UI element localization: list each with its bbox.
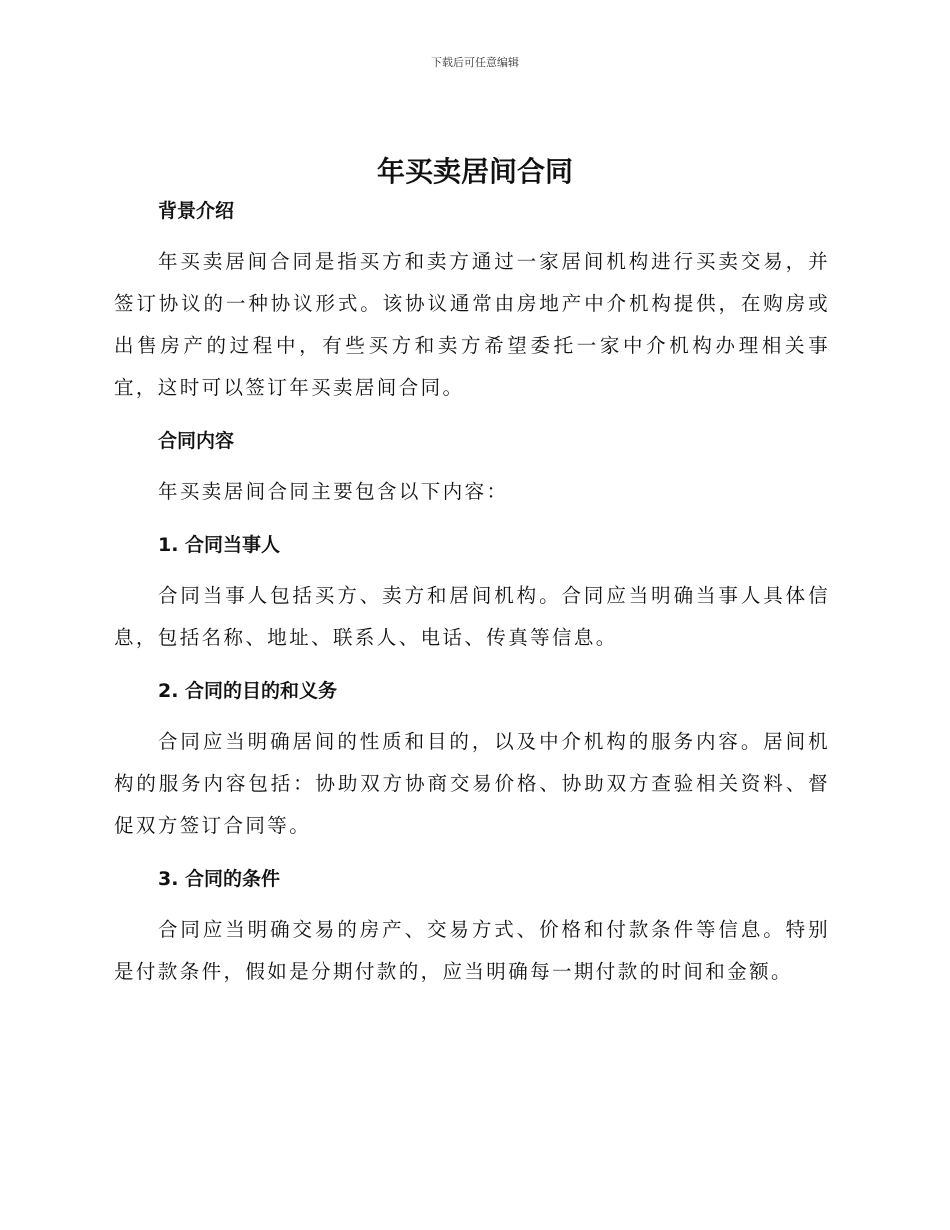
paragraph-item-1: 合同当事人包括买方、卖方和居间机构。合同应当明确当事人具体信息，包括名称、地址、联系人、电话、传真等信息。: [114, 584, 830, 649]
header-note: 下载后可任意编辑: [431, 56, 519, 69]
section-heading-item-1: 1. 合同当事人: [158, 534, 281, 556]
section-heading-item-3: 3. 合同的条件: [158, 868, 281, 890]
paragraph-background: 年买卖居间合同是指买方和卖方通过一家居间机构进行买卖交易，并签订协议的一种协议形式。该协议通常由房地产中介机构提供，在购房或出售房产的过程中，有些买方和卖方希望委托一家中介机构办理相关事宜，这时可以签订年买卖居间合同。: [114, 250, 830, 399]
paragraph-item-3: 合同应当明确交易的房产、交易方式、价格和付款条件等信息。特别是付款条件，假如是分期付款的，应当明确每一期付款的时间和金额。: [114, 918, 830, 983]
paragraph-item-2: 合同应当明确居间的性质和目的，以及中介机构的服务内容。居间机构的服务内容包括：协助双方协商交易价格、协助双方查验相关资料、督促双方签订合同等。: [114, 730, 830, 837]
section-heading-item-2: 2. 合同的目的和义务: [158, 680, 338, 702]
paragraph-contents: 年买卖居间合同主要包含以下内容：: [158, 480, 509, 503]
section-heading-contents: 合同内容: [158, 430, 235, 452]
section-heading-background: 背景介绍: [158, 200, 235, 222]
document-title: 年买卖居间合同: [376, 155, 573, 188]
document-body: [114, 195, 830, 993]
